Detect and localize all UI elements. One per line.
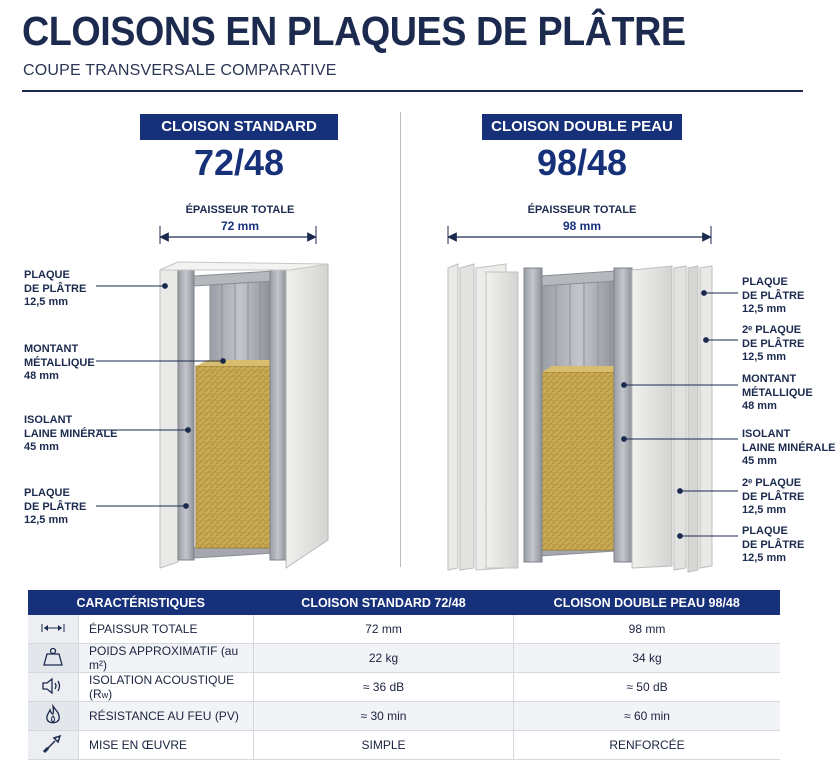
row-value-standard: ≈ 36 dB xyxy=(254,673,514,702)
row-value-double: 34 kg xyxy=(514,644,781,673)
label-double-plaque-3: 2ᵉ PLAQUE DE PLÂTRE 12,5 mm xyxy=(742,477,805,516)
specs-table xyxy=(28,590,780,760)
label-double-isolant: ISOLANT LAINE MINÉRALE 45 mm xyxy=(742,428,836,467)
row-value-standard: SIMPLE xyxy=(254,731,514,760)
table-row xyxy=(28,702,780,731)
table-header-row xyxy=(28,590,780,615)
row-value-standard: 22 kg xyxy=(254,644,514,673)
header-standard: CLOISON STANDARD 72/48 xyxy=(254,590,514,615)
header-double-peau: CLOISON DOUBLE PEAU 98/48 xyxy=(514,590,781,615)
dim-value-double-peau: 98 mm xyxy=(562,219,602,233)
dimension-line-double-peau xyxy=(448,226,711,244)
row-name: ISOLATION ACOUSTIQUE (Rw) xyxy=(79,673,254,702)
dim-label-double-peau: ÉPAISSEUR TOTALE xyxy=(527,204,637,216)
code-standard: 72/48 xyxy=(193,142,285,183)
label-double-plaque-1: PLAQUE DE PLÂTRE 12,5 mm xyxy=(742,276,805,315)
badge-double-peau: CLOISON DOUBLE PEAU xyxy=(482,114,682,140)
row-name: RÉSISTANCE AU FEU (PV) xyxy=(79,702,254,731)
table-row xyxy=(28,731,780,760)
label-standard-plaque-2: PLAQUE DE PLÂTRE 12,5 mm xyxy=(24,487,87,526)
row-name: POIDS APPROXIMATIF (au m²) xyxy=(79,644,254,673)
row-value-double: RENFORCÉE xyxy=(514,731,781,760)
row-value-standard: 72 mm xyxy=(254,615,514,644)
flame-icon xyxy=(28,702,79,731)
row-value-double: 98 mm xyxy=(514,615,781,644)
width-arrows-icon xyxy=(28,615,79,644)
label-double-montant: MONTANT MÉTALLIQUE 48 mm xyxy=(742,373,813,412)
code-double-peau: 98/48 xyxy=(536,142,628,183)
dim-label-standard: ÉPAISSEUR TOTALE xyxy=(185,204,295,216)
speaker-icon xyxy=(28,673,79,702)
weight-icon xyxy=(28,644,79,673)
badge-standard: CLOISON STANDARD xyxy=(140,114,338,140)
table-row xyxy=(28,644,780,673)
header-caracteristiques: CARACTÉRISTIQUES xyxy=(28,590,254,615)
row-value-double: ≈ 60 min xyxy=(514,702,781,731)
label-double-plaque-4: PLAQUE DE PLÂTRE 12,5 mm xyxy=(742,525,805,564)
row-name: ÉPAISSUR TOTALE xyxy=(79,615,254,644)
row-name: MISE EN ŒUVRE xyxy=(79,731,254,760)
row-value-double: ≈ 50 dB xyxy=(514,673,781,702)
page-subtitle: COUPE TRANSVERSALE COMPARATIVE xyxy=(23,62,337,79)
dimension-line-standard xyxy=(160,226,316,244)
wall-double-peau xyxy=(448,264,712,572)
dim-value-standard: 72 mm xyxy=(220,219,260,233)
page-title: CLOISONS EN PLAQUES DE PLÂTRE xyxy=(22,8,686,54)
table-row xyxy=(28,673,780,702)
label-standard-isolant: ISOLANT LAINE MINÉRALE 45 mm xyxy=(24,414,118,453)
wall-standard xyxy=(160,262,328,568)
label-standard-montant: MONTANT MÉTALLIQUE 48 mm xyxy=(24,343,95,382)
label-double-plaque-2: 2ᵉ PLAQUE DE PLÂTRE 12,5 mm xyxy=(742,324,805,363)
row-value-standard: ≈ 30 min xyxy=(254,702,514,731)
tool-icon xyxy=(28,731,79,760)
label-standard-plaque-1: PLAQUE DE PLÂTRE 12,5 mm xyxy=(24,269,87,308)
table-row xyxy=(28,615,780,644)
